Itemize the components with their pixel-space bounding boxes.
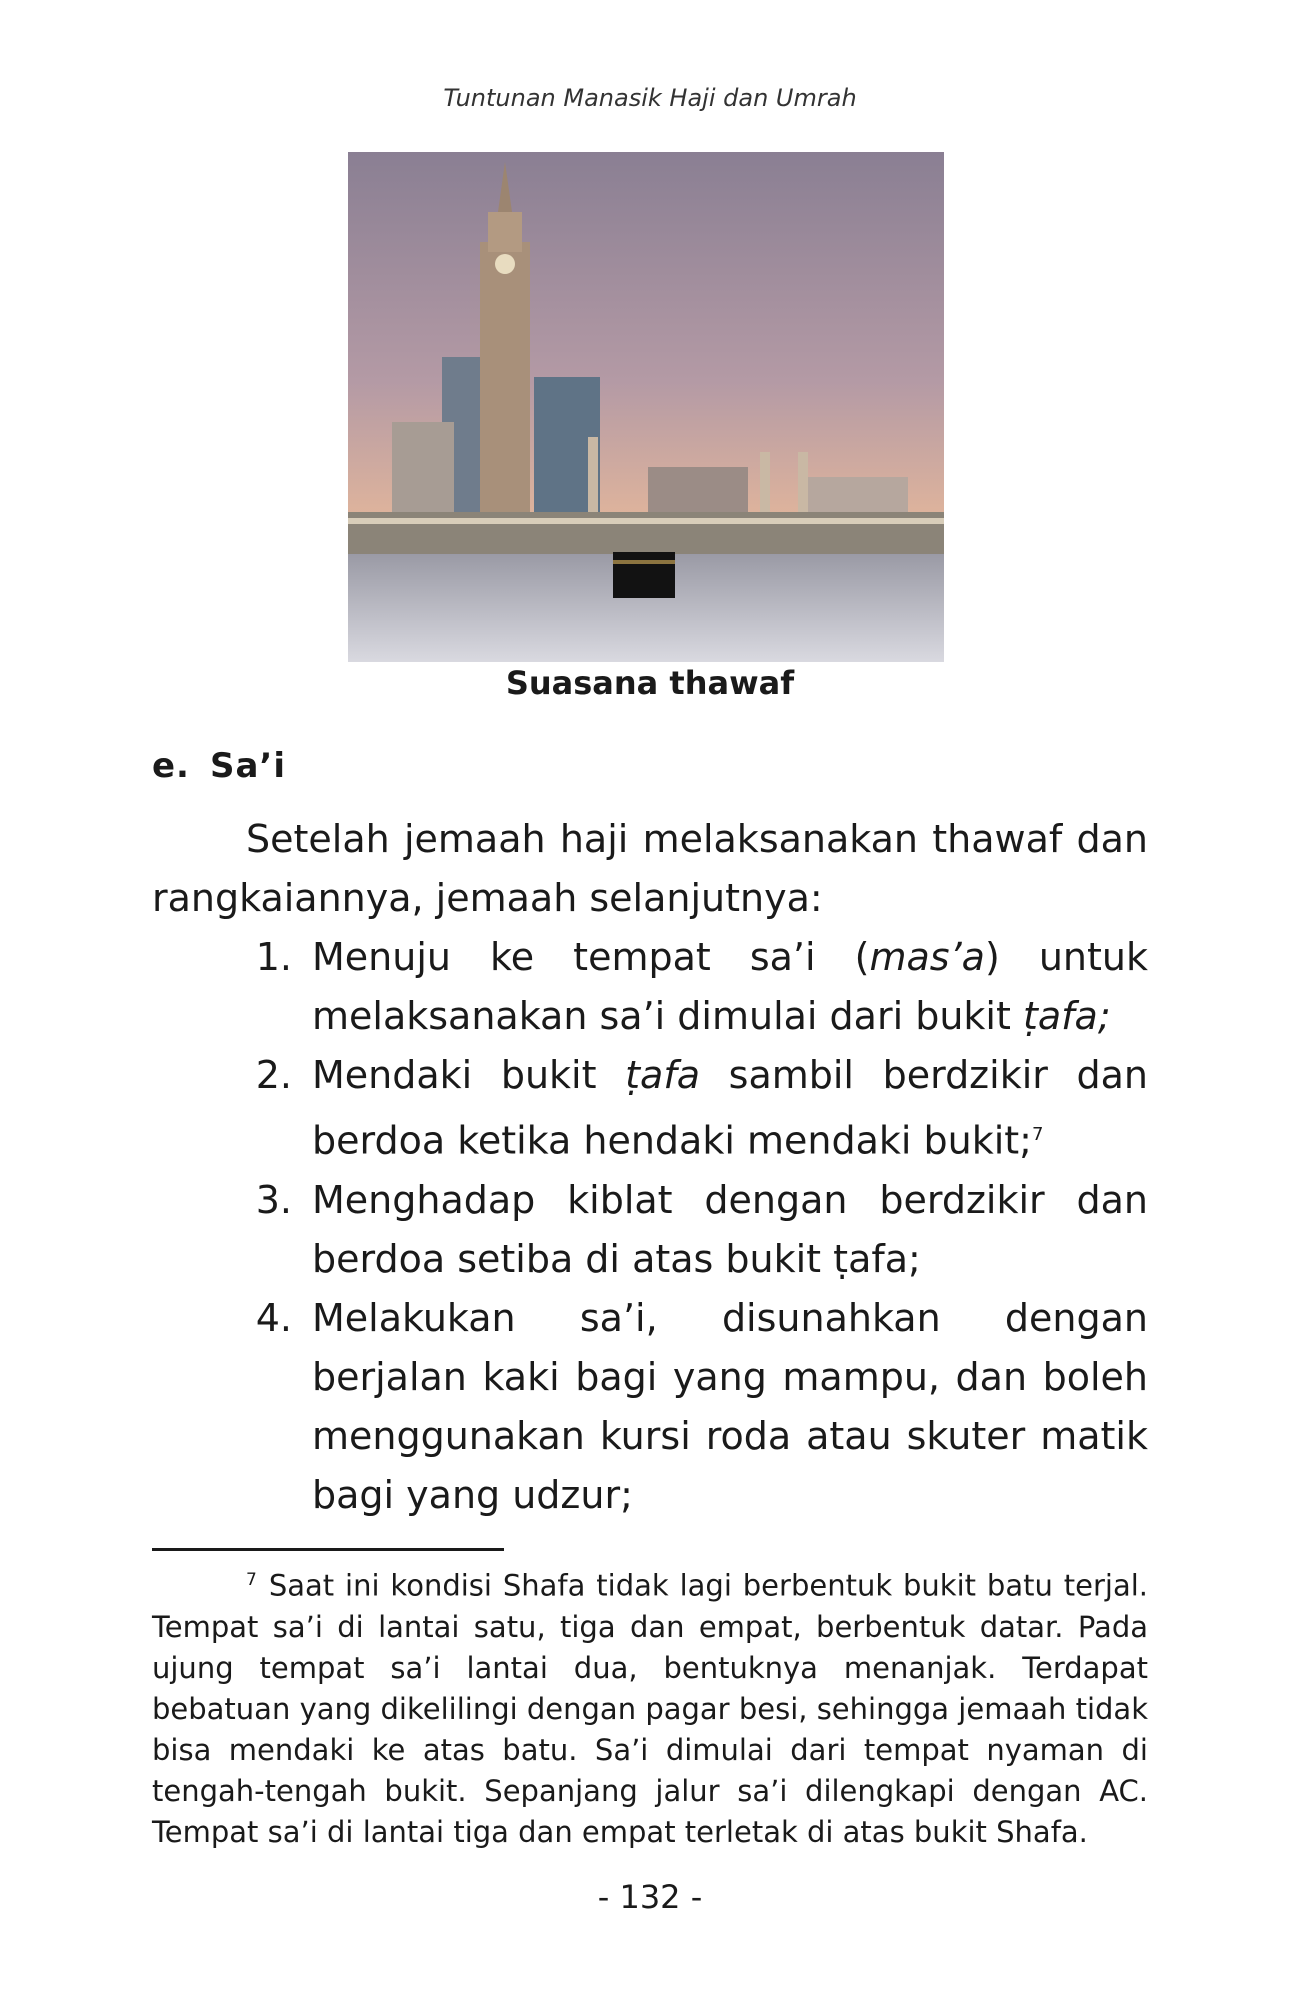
intro-text: Setelah jemaah haji melaksanakan thawaf dan rangkaiannya, jemaah selanjutnya: [152,817,1148,920]
list-item [152,928,1148,1046]
list-text: Mendaki bukit ṭafa sambil berdzikir dan berdoa ketika hendaki mendaki bukit;$^7$ [312,1053,1148,1163]
footnote-mark: 7 [246,1570,257,1590]
list-text: Menghadap kiblat dengan berdzikir dan berdoa setiba di atas bukit ṭafa; [312,1177,1148,1281]
list-number: 2. [255,1053,292,1097]
footnote-ref: 7 [1031,1124,1044,1145]
intro-paragraph [152,810,1148,928]
figure-caption: Suasana thawaf [505,664,795,702]
running-header: Tuntunan Manasik Haji dan Umrah [443,84,857,112]
list-text: Menuju ke tempat sa’i (mas’a) untuk melaksanakan sa’i dimulai dari bukit ṭafa; [312,935,1148,1038]
list-item [152,1289,1148,1525]
list-number: 4. [255,1295,292,1340]
steps-list [152,928,1148,1525]
kaaba-photo [348,152,944,662]
section-letter: e. [152,746,190,786]
list-item [152,1046,1148,1171]
page-number: - 132 - [597,1878,703,1916]
section-title: Sa’i [210,746,287,786]
section-heading [152,746,286,786]
footnote-divider [152,1548,504,1551]
footnote-text: Saat ini kondisi Shafa tidak lagi berbentuk bukit batu terjal. Tempat sa’i di lantai satu, tiga dan empat, berbentuk datar. Pada ujung tempat sa’i lantai dua, bentuknya menanjak. Terdapat bebatuan yang dikelilingi dengan pagar besi, sehingga jemaah tidak bisa mendaki ke atas batu. Sa’i dimulai dari tempat nyaman di tengah-tengah bukit. Sepanjang jalur sa’i dilengkapi dengan AC. Tempat sa’i di lantai tiga dan empat terletak di atas bukit Shafa. [152,1568,1148,1849]
kaaba-clock-tower-image [348,152,944,662]
footnote [152,1560,1148,1853]
list-number: 1. [255,935,292,979]
list-item [152,1171,1148,1289]
list-text: Melakukan sa’i, disunahkan dengan berjalan kaki bagi yang mampu, dan boleh menggunakan kursi roda atau skuter matik bagi yang udzur; [312,1295,1148,1517]
list-number: 3. [255,1177,292,1222]
